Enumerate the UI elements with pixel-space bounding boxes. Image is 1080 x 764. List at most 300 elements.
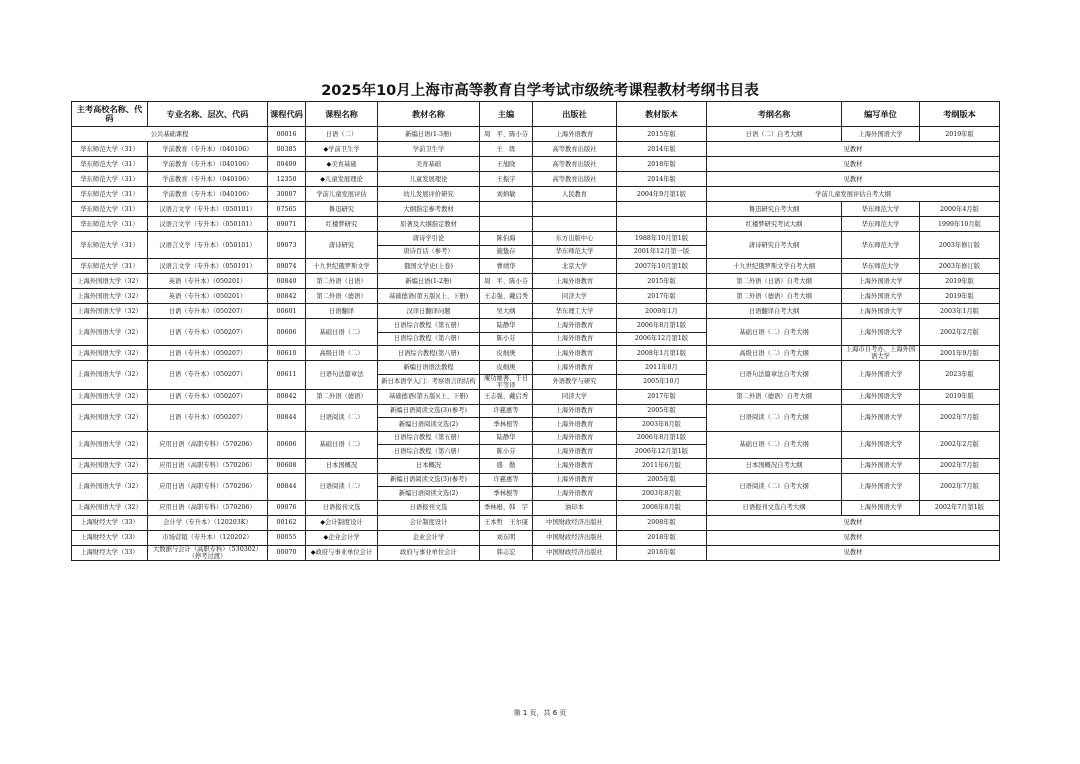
course-code-cell: 30007 [268, 187, 306, 202]
table-row [72, 157, 1000, 172]
editor-cell: 王志强、戴启秀 [480, 289, 533, 304]
edition-cell: 2015年版 [617, 274, 707, 289]
publisher-cell: 高等教育出版社 [533, 157, 617, 172]
syllabus-version-cell: 2023年版 [920, 361, 1000, 390]
header-cell: 教材版本 [617, 102, 707, 127]
school-cell: 上海外国语大学（32） [72, 500, 148, 515]
publisher-cell: 上海外语教育 [533, 319, 617, 333]
major-cell: 应用日语（高职专科）（570206） [148, 500, 268, 515]
major-cell: 应用日语（高职专科）（570206） [148, 458, 268, 473]
edition-cell: 2011年6月版 [617, 458, 707, 473]
major-cell: 汉语言文学（专升本）（050101） [148, 232, 268, 259]
course-code-cell: 09073 [268, 232, 306, 259]
textbook-name-cell: 日语综合教程(第八册) [378, 346, 480, 361]
course-code-cell: 00162 [268, 515, 306, 530]
course-name-cell: 基础日语（二） [306, 319, 378, 346]
header-cell: 专业名称、层次、代码 [148, 102, 268, 127]
publisher-cell: 中国财政经济出版社 [533, 545, 617, 560]
edition-cell: 2017年版 [617, 389, 707, 404]
syllabus-version-cell: 2019年版 [920, 127, 1000, 142]
editor-cell: 刘东明 [480, 530, 533, 545]
textbook-name-cell: 新编日语阅读文选(2) [378, 418, 480, 432]
publisher-cell: 华东师范大学 [533, 245, 617, 259]
page-title: 2025年10月上海市高等教育自学考试市级统考课程教材考纲书目表 [321, 83, 759, 99]
table-row [72, 346, 1000, 361]
publisher-cell: 同济大学 [533, 389, 617, 404]
editor-cell [480, 217, 533, 232]
table-row [72, 274, 1000, 289]
editor-cell: 盛 勤 [480, 458, 533, 473]
edition-cell: 2018年版 [617, 157, 707, 172]
editor-cell: 王本哲 王尔康 [480, 515, 533, 530]
syllabus-name-cell: 第二外语（日语）自考大纲 [707, 274, 842, 289]
school-cell: 上海外国语大学（32） [72, 431, 148, 458]
syllabus-version-cell: 2019年版 [920, 389, 1000, 404]
edition-cell: 2005年版 [617, 473, 707, 487]
edition-cell: 2017年版 [617, 289, 707, 304]
textbook-name-cell: 日语综合教程（第五册） [378, 431, 480, 445]
header-cell: 出版社 [533, 102, 617, 127]
syllabus-name-cell: 高级日语（二）自考大纲 [707, 346, 842, 361]
edition-cell: 2006年12月第1版 [617, 332, 707, 346]
header-cell: 课程代码 [268, 102, 306, 127]
syllabus-version-cell: 2002年7月版 [920, 404, 1000, 431]
textbook-name-cell: 大纲指定参考教材 [378, 202, 480, 217]
course-code-cell: 00844 [268, 473, 306, 500]
editor-cell: 陈小芬 [480, 332, 533, 346]
edition-cell: 2005年版 [617, 404, 707, 418]
syllabus-unit-cell: 上海外国语大学 [842, 473, 920, 500]
publisher-cell: 油印本 [533, 500, 617, 515]
syllabus-name-cell: 唐诗研究自考大纲 [707, 232, 842, 259]
syllabus-note-cell: 见教材 [707, 530, 1000, 545]
editor-cell: 季林根、韩 宇 [480, 500, 533, 515]
major-cell: 大数据与会计（高职专科）（530302）（停考过渡） [148, 545, 268, 560]
syllabus-note-cell: 见教材 [707, 515, 1000, 530]
publisher-cell: 上海外语教育 [533, 431, 617, 445]
school-cell: 上海财经大学（33） [72, 530, 148, 545]
editor-cell: 陆静华 [480, 431, 533, 445]
course-code-cell: 09076 [268, 500, 306, 515]
major-cell: 日语（专升本）（050207） [148, 404, 268, 431]
syllabus-note-cell: 见教材 [707, 157, 1000, 172]
editor-cell: 庵功雄著、于日平等译 [480, 374, 533, 389]
table-row [72, 202, 1000, 217]
textbook-name-cell: 美育基础 [378, 157, 480, 172]
edition-cell: 2003年8月版 [617, 418, 707, 432]
editor-cell: 周 平、陈小芬 [480, 127, 533, 142]
course-code-cell: 00608 [268, 458, 306, 473]
textbook-name-cell: 新编日语阅读文选(2) [378, 487, 480, 501]
school-cell: 华东师范大学（31） [72, 202, 148, 217]
major-cell: 汉语言文学（专升本）（050101） [148, 202, 268, 217]
school-cell: 华东师范大学（31） [72, 142, 148, 157]
textbook-name-cell: 新编日语(1-3册) [378, 127, 480, 142]
header-cell: 考纲名称 [707, 102, 842, 127]
course-name-cell: ◆儿童发展理论 [306, 172, 378, 187]
publisher-cell: 上海外语教育 [533, 346, 617, 361]
textbook-name-cell: 唐诗百话（参考） [378, 245, 480, 259]
publisher-cell [533, 202, 617, 217]
edition-cell [617, 217, 707, 232]
course-code-cell: 12350 [268, 172, 306, 187]
publisher-cell: 上海外语教育 [533, 487, 617, 501]
textbook-name-cell: 日语综合教程（第五册） [378, 319, 480, 333]
textbook-name-cell: 基础德语(第五版)(上、下册) [378, 289, 480, 304]
editor-cell: 王旭晓 [480, 157, 533, 172]
editor-cell [480, 202, 533, 217]
editor-cell: 周 平、陈小芬 [480, 274, 533, 289]
course-name-cell: ◆会计制度设计 [306, 515, 378, 530]
publisher-cell: 上海外语教育 [533, 445, 617, 459]
textbook-name-cell: 企业会计学 [378, 530, 480, 545]
textbook-name-cell: 基础德语(第五版)(上、下册) [378, 389, 480, 404]
header-cell: 主考高校名称、代码 [72, 102, 148, 127]
course-name-cell: 第二外语（德语） [306, 289, 378, 304]
major-cell: 汉语言文学（专升本）（050101） [148, 217, 268, 232]
course-name-cell: 日语句法篇章法 [306, 361, 378, 390]
syllabus-version-cell: 2003年修订版 [920, 259, 1000, 274]
syllabus-name-cell: 基础日语（二）自考大纲 [707, 431, 842, 458]
editor-cell: 陈伯海 [480, 232, 533, 246]
course-code-cell: 00844 [268, 404, 306, 431]
syllabus-unit-cell: 上海外国语大学 [842, 274, 920, 289]
course-name-cell: ◆政府与事业单位会计 [306, 545, 378, 560]
course-code-cell: 00016 [268, 127, 306, 142]
editor-cell: 吴大纲 [480, 304, 533, 319]
table-row [72, 389, 1000, 404]
publisher-cell: 上海外语教育 [533, 361, 617, 375]
syllabus-version-cell: 2002年7月版 [920, 473, 1000, 500]
course-name-cell: 十九世纪俄罗斯文学 [306, 259, 378, 274]
syllabus-name-cell: 日本国概况自考大纲 [707, 458, 842, 473]
edition-cell: 2014年版 [617, 142, 707, 157]
course-code-cell: 00611 [268, 361, 306, 390]
textbook-name-cell: 日语综合教程（第六册） [378, 445, 480, 459]
table-row [72, 500, 1000, 515]
syllabus-unit-cell: 上海外国语大学 [842, 458, 920, 473]
course-name-cell: 高级日语（二） [306, 346, 378, 361]
table-body [72, 127, 1000, 561]
syllabus-version-cell: 2019年版 [920, 274, 1000, 289]
course-name-cell: ◆美育基础 [306, 157, 378, 172]
major-cell: 学前教育（专升本）（040106） [148, 142, 268, 157]
course-name-cell: 基础日语（二） [306, 431, 378, 458]
table-row [72, 217, 1000, 232]
editor-cell: 季林根等 [480, 418, 533, 432]
header-cell: 课程名称 [306, 102, 378, 127]
textbook-name-cell: 唐诗学引论 [378, 232, 480, 246]
syllabus-unit-cell: 上海外国语大学 [842, 404, 920, 431]
syllabus-name-cell: 第二外语（德语）自考大纲 [707, 389, 842, 404]
syllabus-version-cell: 1999年10月版 [920, 217, 1000, 232]
table-row [72, 289, 1000, 304]
course-code-cell: 00840 [268, 274, 306, 289]
editor-cell: 王振宇 [480, 172, 533, 187]
course-code-cell: 00606 [268, 319, 306, 346]
textbook-name-cell: 政府与事业单位会计 [378, 545, 480, 560]
textbook-name-cell: 新编日语(1-2册) [378, 274, 480, 289]
textbook-name-cell: 原著及大纲指定教材 [378, 217, 480, 232]
syllabus-note-cell: 见教材 [707, 142, 1000, 157]
syllabus-unit-cell: 上海外国语大学 [842, 289, 920, 304]
school-cell: 华东师范大学（31） [72, 259, 148, 274]
syllabus-unit-cell: 上海外国语大学 [842, 304, 920, 319]
edition-cell: 2003年8月版 [617, 487, 707, 501]
textbook-name-cell: 新编日语阅读文选(3)(参考) [378, 473, 480, 487]
syllabus-note-cell: 见教材 [707, 172, 1000, 187]
syllabus-name-cell: 日语阅读（二）自考大纲 [707, 404, 842, 431]
publisher-cell: 中国财政经济出版社 [533, 530, 617, 545]
course-code-cell: 00842 [268, 389, 306, 404]
edition-cell: 2004年9月第1版 [617, 187, 707, 202]
syllabus-unit-cell: 华东师范大学 [842, 259, 920, 274]
textbook-name-cell: 汉译日翻译问题 [378, 304, 480, 319]
textbook-name-cell: 新编日语阅读文选(3)(参考) [378, 404, 480, 418]
editor-cell: 陆静华 [480, 319, 533, 333]
school-cell: 上海财经大学（33） [72, 545, 148, 560]
publisher-cell: 东方出版中心 [533, 232, 617, 246]
publisher-cell: 人民教育 [533, 187, 617, 202]
course-name-cell: 唐诗研究 [306, 232, 378, 259]
textbook-name-cell: 会计制度设计 [378, 515, 480, 530]
syllabus-version-cell: 2002年7月第1版 [920, 500, 1000, 515]
school-cell: 华东师范大学（31） [72, 217, 148, 232]
school-cell: 上海外国语大学（32） [72, 458, 148, 473]
course-code-cell: 00610 [268, 346, 306, 361]
syllabus-name-cell: 日语句法篇章法自考大纲 [707, 361, 842, 390]
major-cell: 日语（专升本）（050207） [148, 389, 268, 404]
table-row [72, 259, 1000, 274]
publisher-cell: 上海外语教育 [533, 473, 617, 487]
syllabus-note-cell: 见教材 [707, 545, 1000, 560]
course-code-cell: 07565 [268, 202, 306, 217]
major-cell: 学前教育（专升本）（040106） [148, 187, 268, 202]
table-row [72, 142, 1000, 157]
course-name-cell: 学前儿童发展评估 [306, 187, 378, 202]
edition-cell: 2007年10月第1版 [617, 259, 707, 274]
table-row [72, 172, 1000, 187]
edition-cell: 2014年版 [617, 172, 707, 187]
publisher-cell: 上海外语教育 [533, 404, 617, 418]
course-name-cell: 日语阅读（二） [306, 404, 378, 431]
syllabus-note-cell: 学前儿童发展评估自考大纲 [707, 187, 1000, 202]
publisher-cell: 上海外语教育 [533, 332, 617, 346]
syllabus-version-cell: 2000年4月版 [920, 202, 1000, 217]
textbook-name-cell: 新日本语学入门：考察语言的结构 [378, 374, 480, 389]
course-code-cell: 00070 [268, 545, 306, 560]
edition-cell: 2005年10月 [617, 374, 707, 389]
table-row [72, 304, 1000, 319]
editor-cell: 曹靖华 [480, 259, 533, 274]
school-cell: 华东师范大学（31） [72, 232, 148, 259]
syllabus-name-cell: 十九世纪俄罗斯文学自考大纲 [707, 259, 842, 274]
course-name-cell: 日语翻译 [306, 304, 378, 319]
textbook-table [71, 101, 1000, 561]
header-row [72, 102, 1000, 127]
header-cell: 编写单位 [842, 102, 920, 127]
editor-cell: 王 练 [480, 142, 533, 157]
course-name-cell: 日语阅读（二） [306, 473, 378, 500]
syllabus-version-cell: 2002年2月版 [920, 319, 1000, 346]
page-footer: 第 1 页，共 6 页 [513, 709, 567, 717]
course-code-cell: 00055 [268, 530, 306, 545]
edition-cell: 2009年1月 [617, 304, 707, 319]
syllabus-name-cell: 日语阅读（二）自考大纲 [707, 473, 842, 500]
syllabus-unit-cell: 上海外国语大学 [842, 500, 920, 515]
publisher-cell: 上海外语教育 [533, 458, 617, 473]
course-name-cell: 日本国概况 [306, 458, 378, 473]
editor-cell: 许慈惠等 [480, 404, 533, 418]
syllabus-name-cell: 第二外语（德语）自考大纲 [707, 289, 842, 304]
textbook-name-cell: 日本概况 [378, 458, 480, 473]
syllabus-unit-cell: 华东师范大学 [842, 232, 920, 259]
course-code-cell: 09074 [268, 259, 306, 274]
course-name-cell: 红楼梦研究 [306, 217, 378, 232]
course-code-cell: 00601 [268, 304, 306, 319]
edition-cell: 2006年8月第1版 [617, 319, 707, 333]
edition-cell: 2008年8月版 [617, 500, 707, 515]
major-cell: 英语（专升本）（050201） [148, 289, 268, 304]
editor-cell: 皮细庚 [480, 346, 533, 361]
course-code-cell: 00842 [268, 289, 306, 304]
course-name-cell: ◆企业会计学 [306, 530, 378, 545]
course-code-cell: 00385 [268, 142, 306, 157]
syllabus-unit-cell: 华东师范大学 [842, 217, 920, 232]
major-cell: 学前教育（专升本）（040106） [148, 157, 268, 172]
edition-cell: 2011年8月 [617, 361, 707, 375]
major-cell: 公共基础课程 [72, 127, 268, 142]
major-cell: 英语（专升本）（050201） [148, 274, 268, 289]
header-cell: 考纲版本 [920, 102, 1000, 127]
major-cell: 应用日语（高职专科）（570206） [148, 431, 268, 458]
school-cell: 华东师范大学（31） [72, 157, 148, 172]
table-row [72, 319, 1000, 333]
school-cell: 上海外国语大学（32） [72, 404, 148, 431]
course-code-cell: 09071 [268, 217, 306, 232]
syllabus-unit-cell: 上海市自考办、上海外国语大学 [842, 346, 920, 361]
school-cell: 上海外国语大学（32） [72, 473, 148, 500]
editor-cell: 刘炳敏 [480, 187, 533, 202]
syllabus-unit-cell: 上海外国语大学 [842, 389, 920, 404]
table-row [72, 127, 1000, 142]
syllabus-name-cell: 鲁迅研究自考大纲 [707, 202, 842, 217]
publisher-cell: 上海外语教育 [533, 418, 617, 432]
textbook-name-cell: 幼儿发展评价研究 [378, 187, 480, 202]
school-cell: 上海外国语大学（32） [72, 346, 148, 361]
syllabus-name-cell: 日语（二）自考大纲 [707, 127, 842, 142]
table-row [72, 515, 1000, 530]
edition-cell [617, 202, 707, 217]
major-cell: 市场营销（专升本）（120202） [148, 530, 268, 545]
syllabus-version-cell: 2019年版 [920, 289, 1000, 304]
edition-cell: 2008年1月第1版 [617, 346, 707, 361]
publisher-cell [533, 217, 617, 232]
publisher-cell: 同济大学 [533, 289, 617, 304]
syllabus-unit-cell: 上海外国语大学 [842, 127, 920, 142]
syllabus-name-cell: 日语报刊文选自考大纲 [707, 500, 842, 515]
course-name-cell: 第二外语（德语） [306, 389, 378, 404]
publisher-cell: 北京大学 [533, 259, 617, 274]
table-row [72, 545, 1000, 560]
header-cell: 教材名称 [378, 102, 480, 127]
edition-cell: 1988年10月第1版 [617, 232, 707, 246]
school-cell: 华东师范大学（31） [72, 172, 148, 187]
syllabus-unit-cell: 上海外国语大学 [842, 361, 920, 390]
syllabus-version-cell: 2002年2月版 [920, 431, 1000, 458]
publisher-cell: 华东理工大学 [533, 304, 617, 319]
school-cell: 上海外国语大学（32） [72, 389, 148, 404]
school-cell: 上海外国语大学（32） [72, 289, 148, 304]
table-row [72, 361, 1000, 375]
header-cell: 主编 [480, 102, 533, 127]
table-row [72, 187, 1000, 202]
textbook-name-cell: 新编日语语法教程 [378, 361, 480, 375]
edition-cell: 2006年12月第1版 [617, 445, 707, 459]
major-cell: 汉语言文学（专升本）（050101） [148, 259, 268, 274]
major-cell: 应用日语（高职专科）（570206） [148, 473, 268, 500]
syllabus-version-cell: 2002年7月版 [920, 458, 1000, 473]
table-row [72, 473, 1000, 487]
table-row [72, 431, 1000, 445]
edition-cell: 2018年版 [617, 545, 707, 560]
editor-cell: 韩志宏 [480, 545, 533, 560]
course-code-cell: 00606 [268, 431, 306, 458]
major-cell: 日语（专升本）（050207） [148, 346, 268, 361]
syllabus-version-cell: 2001年9月版 [920, 346, 1000, 361]
edition-cell: 2018年版 [617, 530, 707, 545]
textbook-name-cell: 日语综合教程（第六册） [378, 332, 480, 346]
edition-cell: 2015年版 [617, 127, 707, 142]
textbook-name-cell: 儿童发展理论 [378, 172, 480, 187]
syllabus-name-cell: 基础日语（二）自考大纲 [707, 319, 842, 346]
school-cell: 上海外国语大学（32） [72, 274, 148, 289]
edition-cell: 2008年版 [617, 515, 707, 530]
editor-cell: 皮细庚 [480, 361, 533, 375]
table-row [72, 232, 1000, 246]
syllabus-version-cell: 2003年修订版 [920, 232, 1000, 259]
editor-cell: 许慈惠等 [480, 473, 533, 487]
publisher-cell: 上海外语教育 [533, 274, 617, 289]
editor-cell: 季林根等 [480, 487, 533, 501]
major-cell: 日语（专升本）（050207） [148, 304, 268, 319]
textbook-name-cell: 俄国文学史(上卷) [378, 259, 480, 274]
textbook-name-cell: 学前卫生学 [378, 142, 480, 157]
school-cell: 上海外国语大学（32） [72, 361, 148, 390]
syllabus-unit-cell: 上海外国语大学 [842, 431, 920, 458]
table-row [72, 404, 1000, 418]
edition-cell: 2001年12月第一版 [617, 245, 707, 259]
table-row [72, 458, 1000, 473]
school-cell: 上海外国语大学（32） [72, 304, 148, 319]
table-row [72, 530, 1000, 545]
course-name-cell: 第二外语（日语） [306, 274, 378, 289]
syllabus-unit-cell: 上海外国语大学 [842, 319, 920, 346]
syllabus-name-cell: 日语翻译自考大纲 [707, 304, 842, 319]
course-name-cell: 鲁迅研究 [306, 202, 378, 217]
course-name-cell: 日语（二） [306, 127, 378, 142]
editor-cell: 施蛰存 [480, 245, 533, 259]
publisher-cell: 外语教学与研究 [533, 374, 617, 389]
publisher-cell: 高等教育出版社 [533, 172, 617, 187]
publisher-cell: 高等教育出版社 [533, 142, 617, 157]
syllabus-version-cell: 2003年1月版 [920, 304, 1000, 319]
major-cell: 日语（专升本）（050207） [148, 361, 268, 390]
syllabus-unit-cell: 华东师范大学 [842, 202, 920, 217]
editor-cell: 王志强、戴启秀 [480, 389, 533, 404]
major-cell: 会计学（专升本）（120203K） [148, 515, 268, 530]
school-cell: 上海财经大学（33） [72, 515, 148, 530]
